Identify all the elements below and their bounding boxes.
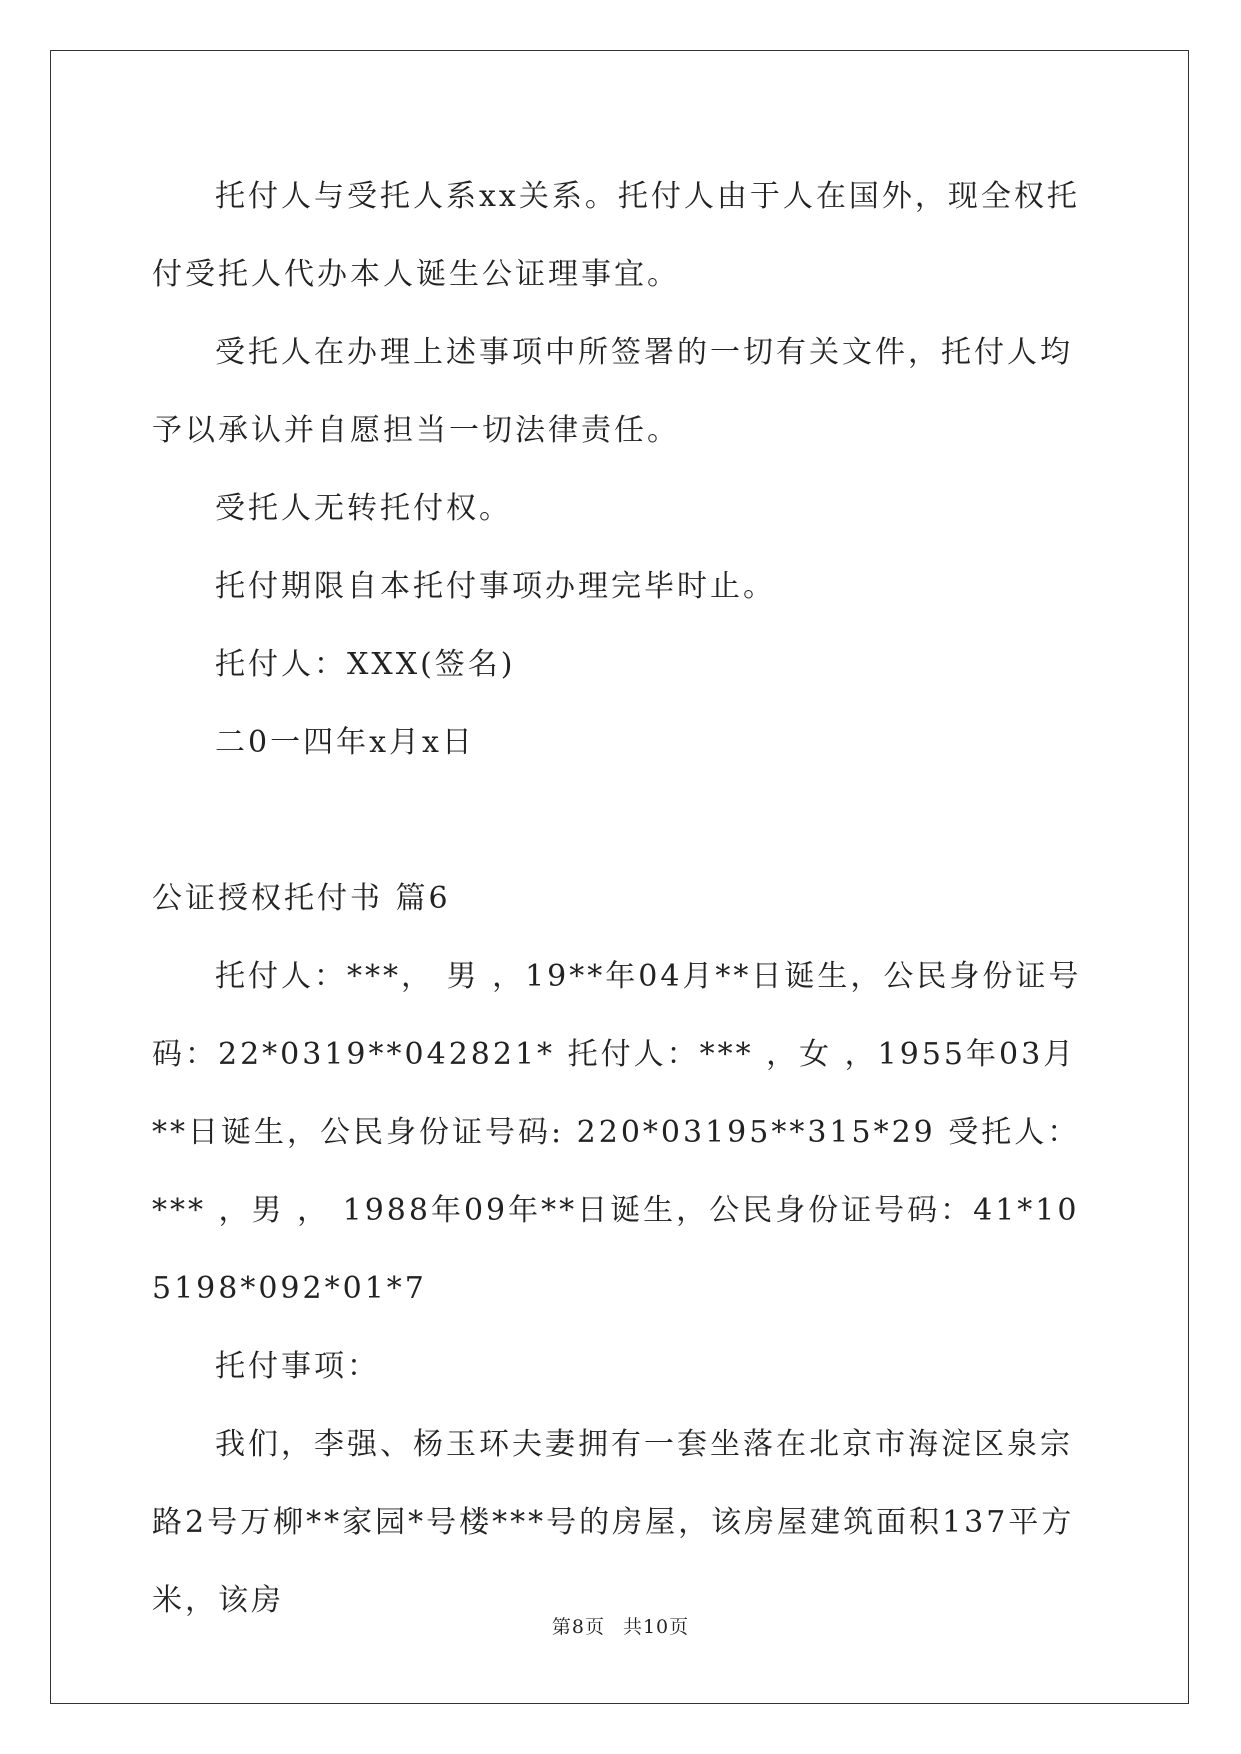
document-body [152,158,1092,1640]
paragraph-relationship: 托付人与受托人系xx关系。托付人由于人在国外，现全权托付受托人代办本人诞生公证理事宜。 [152,179,1080,292]
paragraph-responsibility: 受托人在办理上述事项中所签署的一切有关文件，托付人均予以承认并自愿担当一切法律责任。 [152,335,1073,448]
page-number: 第8页 [551,1616,605,1638]
page-total: 共10页 [622,1616,690,1638]
paragraph-signature: 托付人：XXX(签名) [215,647,516,682]
page-footer [0,1612,1241,1639]
paragraph-date: 二0一四年x月x日 [215,725,475,760]
paragraph-parties: 托付人：***， 男 ，19**年04月**日诞生，公民身份证号码：22*0319**042821* 托付人：*** ，女 ，1955年03月**日诞生，公民身份证号码: 220*03195**315*29 受托人：*** ，男 ， 1988年09年**日诞生，公民身份证号码：41*105198*092*01*7 [152,959,1082,1306]
paragraph-property: 我们，李强、杨玉环夫妻拥有一套坐落在北京市海淀区泉宗路2号万柳**家园*号楼***号的房屋，该房屋建筑面积137平方米，该房 [152,1427,1075,1618]
spacer [152,782,1092,860]
paragraph-matters-heading: 托付事项： [215,1349,380,1384]
paragraph-no-transfer: 受托人无转托付权。 [215,491,512,526]
section-title: 公证授权托付书 篇6 [152,881,451,916]
paragraph-term: 托付期限自本托付事项办理完毕时止。 [215,569,776,604]
